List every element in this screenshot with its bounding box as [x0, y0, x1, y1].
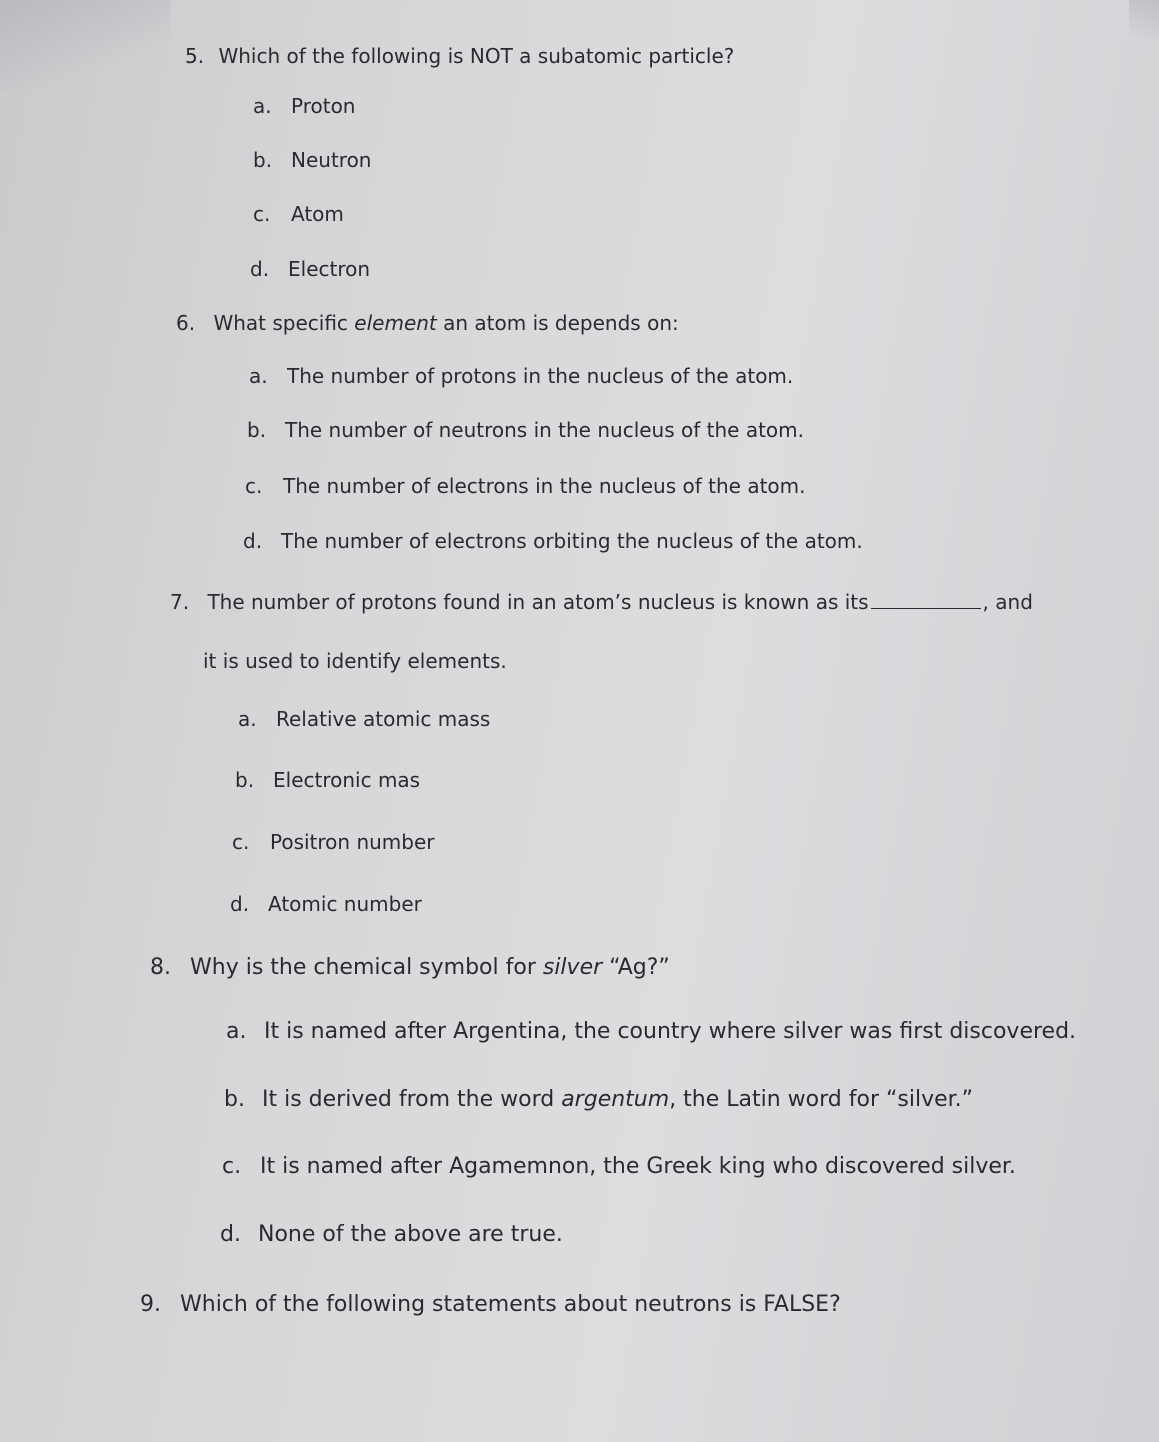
question-9: [140, 1292, 841, 1318]
emphasis-element: element: [354, 311, 437, 335]
paper-fold-shadow: [0, 0, 170, 90]
option-7a: [238, 707, 490, 731]
question-number: 6.: [176, 311, 196, 335]
option-8c: [222, 1154, 1016, 1180]
option-letter: d.: [230, 892, 250, 916]
option-letter: b.: [247, 418, 267, 442]
option-letter: b.: [253, 148, 273, 172]
option-text: The number of neutrons in the nucleus of the atom.: [285, 418, 804, 442]
option-letter: a.: [226, 1019, 247, 1044]
option-5a: [253, 94, 355, 118]
option-text: It is named after Agamemnon, the Greek king who discovered silver.: [260, 1154, 1016, 1179]
option-letter: d.: [243, 529, 263, 553]
option-text: It is named after Argentina, the country where silver was first discovered.: [264, 1019, 1077, 1044]
option-text: Proton: [291, 94, 356, 118]
option-letter: c.: [253, 202, 271, 226]
option-text: None of the above are true.: [258, 1222, 563, 1247]
option-6d: [243, 529, 863, 553]
option-7b: [235, 768, 420, 792]
option-letter: b.: [235, 768, 255, 792]
option-letter: d.: [220, 1222, 241, 1247]
option-text: Positron number: [270, 830, 435, 854]
option-text: The number of electrons orbiting the nucleus of the atom.: [281, 529, 863, 553]
question-number: 5.: [185, 44, 205, 68]
option-6b: [247, 418, 804, 442]
option-text: Relative atomic mass: [276, 707, 491, 731]
option-5d: [250, 257, 370, 281]
option-8b: [224, 1087, 973, 1113]
question-number: 9.: [140, 1292, 161, 1317]
option-8d: [220, 1222, 563, 1248]
option-7c: [232, 830, 435, 854]
option-5b: [253, 148, 371, 172]
option-8a: [226, 1019, 1076, 1045]
question-7-line2: [203, 649, 507, 673]
option-text: Atom: [291, 202, 344, 226]
question-7-line1: [170, 590, 1033, 614]
option-5c: [253, 202, 344, 226]
option-text: The number of protons in the nucleus of the atom.: [287, 364, 794, 388]
question-text: The number of protons found in an atom’s nucleus is known as its: [207, 590, 869, 614]
question-5: [185, 44, 734, 68]
option-6a: [249, 364, 793, 388]
option-letter: a.: [253, 94, 272, 118]
emphasis-argentum: argentum: [561, 1087, 670, 1112]
question-text: it is used to identify elements.: [203, 649, 507, 673]
option-letter: c.: [245, 474, 263, 498]
question-text: Which of the following is NOT a subatomic particle?: [218, 44, 735, 68]
option-text: Electron: [288, 257, 371, 281]
emphasis-silver: silver: [542, 955, 603, 980]
option-letter: c.: [232, 830, 250, 854]
question-text: What specific element an atom is depends on:: [213, 311, 679, 335]
option-letter: d.: [250, 257, 270, 281]
option-6c: [245, 474, 806, 498]
option-text: The number of electrons in the nucleus of the atom.: [283, 474, 806, 498]
option-letter: c.: [222, 1154, 242, 1179]
question-8: [150, 955, 670, 981]
paper-corner-shadow: [1129, 0, 1159, 40]
option-text: Electronic mas: [273, 768, 421, 792]
question-text-end: , and: [982, 590, 1033, 614]
question-number: 7.: [170, 590, 190, 614]
option-text: Atomic number: [268, 892, 422, 916]
option-letter: a.: [249, 364, 268, 388]
option-letter: a.: [238, 707, 257, 731]
question-number: 8.: [150, 955, 171, 980]
option-7d: [230, 892, 422, 916]
option-letter: b.: [224, 1087, 245, 1112]
question-text: Which of the following statements about neutrons is FALSE?: [180, 1292, 841, 1317]
option-text: It is derived from the word argentum, the Latin word for “silver.”: [262, 1087, 974, 1112]
question-text: Why is the chemical symbol for silver “Ag?”: [190, 955, 670, 980]
question-6: [176, 311, 679, 335]
option-text: Neutron: [291, 148, 372, 172]
answer-blank: [871, 594, 981, 609]
